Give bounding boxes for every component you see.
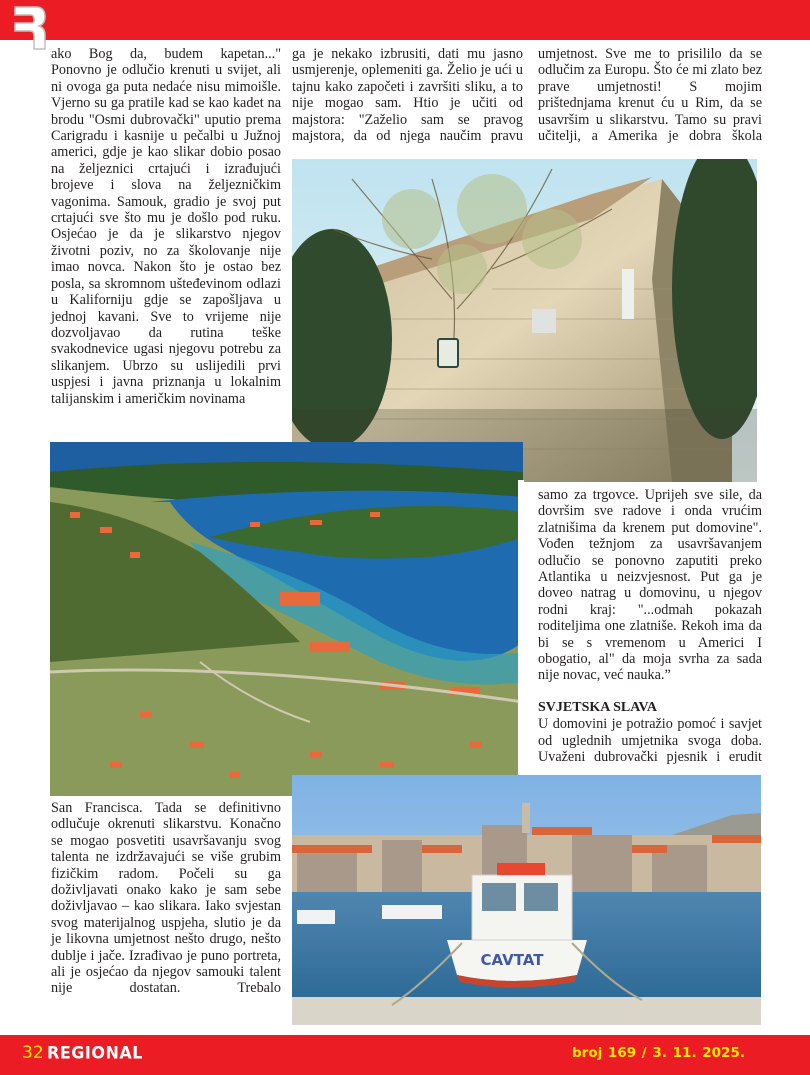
issue-info: broj 169 / 3. 11. 2025. <box>572 1045 745 1061</box>
harbor-boat-photo <box>292 775 761 1025</box>
article-paragraph: ako Bog da, budem kapetan..." <box>51 46 281 62</box>
footer-brand-logo: REGIONAL <box>47 1042 143 1063</box>
article-paragraph: San Francisca. Tada se definitivno odlučuje okrenuti slikarstvu. Konačno se mogao posvetiti usavršavanju svog talenta ne izdržavajući se više grubim fizičkim radom. Počeli su ga doživljavati onako kako je sam sebe doživljavao – kao slikara. Iako svjestan svog materijalnog uspjeha, slutio je da je likovna umjetnost nešto drugo, nešto dublje i jače. Izrađivao je puno portreta, ali je osjećao da njegov samouki talent nije dostatan. Trebalo <box>51 800 281 997</box>
article-column-3-top <box>538 46 762 144</box>
article-paragraph: ga je nekako izbrusiti, dati mu jasno usmjerenje, oplemeniti ga. Želio je ući u tajnu kako započeti i završiti sliku, a to nije mogao sam. Htio je učiti od majstora: "Zaželio sam se pravog majstora, da od njega naučim pravu <box>292 46 523 145</box>
page-number: 32 <box>22 1043 44 1063</box>
article-column-2-top <box>292 46 523 144</box>
article-paragraph: umjetnost. Sve me to prisililo da se odlučim za Europu. Što će mi zlato bez prave umjetnosti! S mojim prištednjama krenut ću u Rim, da se usavršim u slikarstvu. Tamo su pravi učitelji, a Amerika je dobra škola <box>538 46 762 145</box>
article-paragraph: samo za trgovce. Uprijeh sve sile, da dovršim sve radove i onda vrućim zlatnišima da krenem put domovine". Vođen težnjom za usavršavanjem odlučio se ponovno zaputiti preko Atlantika u neizvjesnost. Put ga je doveo natrag u domovinu, u njegov rodni kraj: "...odmah pokazah roditeljima one zlatniše. Rekoh ima da bi se s vremenom u Americi I obogatio, al" da moja svrha za sada nije novac, već nauka.” <box>538 487 762 684</box>
article-column-1-bottom <box>51 800 281 997</box>
photo-frame <box>518 480 524 798</box>
boat-name: CAVTAT <box>480 951 544 969</box>
header-band <box>0 0 810 40</box>
regional-logo-icon <box>12 4 48 52</box>
section-heading: SVJETSKA SLAVA <box>538 699 657 715</box>
aerial-coast-photo <box>50 442 523 796</box>
stone-building-photo <box>288 155 761 486</box>
article-column-1-top <box>51 46 281 407</box>
article-paragraph: U domovini je potražio pomoć i savjet od uglednih umjetnika svoga doba. Uvaženi dubrovački pjesnik i erudit <box>538 716 762 766</box>
article-column-3-bottom <box>538 487 762 766</box>
article-paragraph: Ponovno je odlučio krenuti u svijet, ali ni ovoga ga puta nedaće nisu mimoišle. Vjerno su ga pratile kad se kao kadet na brodu "Osmi dubrovački" uputio prema Carigradu i kasnije u pečalbi u Južnoj americi, gdje je kao slikar dobio posao na željeznici crtajući i izrađujući brojeve i slova na željezničkim vagonima. Samouk, gradio je svoj put crtajući sve što mu je došlo pod ruku. Osjećao je da je slikarstvo njegov životni poziv, no za školovanje nije imao novca. Nakon što je ostao bez posla, sa skromnom ušteđevinom odlazi u Kaliforniju gdje se zapošljava u jednoj kavani. Sve to vrijeme nije dozvoljavao da rutina teške svakodnevice ugasi njegovu potrebu za slikanjem. Ubrzo su uslijedili prvi uspjesi i javna priznanja u lokalnim talijanskim i američkim novinama <box>51 62 281 407</box>
